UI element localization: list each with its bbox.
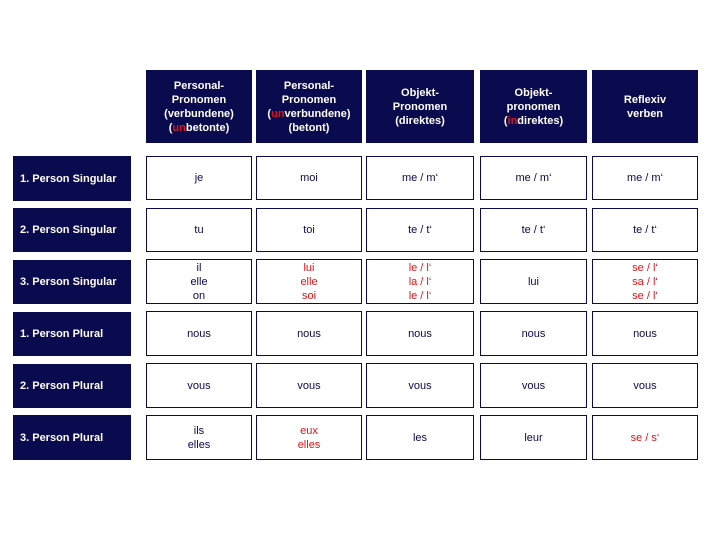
cell-text: nous	[521, 327, 546, 340]
cell-text: se / l‘	[632, 289, 658, 302]
table-cell	[366, 415, 474, 460]
header-text: (verbundene)	[164, 107, 234, 120]
cell-text: nous	[297, 327, 321, 340]
header-line	[507, 100, 561, 114]
header-line	[172, 93, 226, 107]
table-cell	[146, 363, 252, 408]
cell-text: nous	[633, 327, 657, 340]
column-header-4	[480, 70, 587, 143]
cell-text: elles	[297, 438, 321, 451]
cell-text: elle	[190, 275, 208, 288]
table-cell	[146, 156, 252, 200]
table-cell	[592, 311, 698, 356]
header-highlight: in	[507, 114, 518, 127]
column-header-2	[256, 70, 362, 143]
header-text: Personal-	[283, 79, 335, 92]
cell-text: lui	[303, 261, 315, 274]
cell-text: nous	[408, 327, 432, 340]
column-header-3	[366, 70, 474, 143]
table-cell	[146, 311, 252, 356]
table-cell	[592, 156, 698, 200]
table-cell	[480, 311, 587, 356]
cell-text: je	[194, 172, 204, 184]
header-line	[395, 114, 445, 128]
table-cell	[256, 259, 362, 304]
cell-text: vous	[521, 379, 546, 392]
row-label	[13, 415, 131, 460]
row-label-text: 2. Person Plural	[20, 380, 104, 392]
row-label-text: 2. Person Singular	[20, 224, 117, 236]
header-line	[401, 86, 439, 100]
cell-text: tu	[194, 224, 204, 236]
cell-text: nous	[187, 327, 211, 340]
header-line	[515, 86, 553, 100]
row-label	[13, 156, 131, 201]
header-text: Pronomen	[171, 93, 227, 106]
cell-text: se / s‘	[630, 431, 660, 444]
header-line	[624, 93, 666, 107]
header-text: (	[168, 121, 173, 134]
table-cell	[256, 208, 362, 252]
header-text: Personal-	[173, 79, 225, 92]
cell-text: toi	[303, 224, 315, 236]
row-label	[13, 312, 131, 356]
table-cell	[480, 415, 587, 460]
table-cell	[592, 415, 698, 460]
header-line	[504, 114, 563, 128]
header-highlight: un	[172, 121, 186, 134]
cell-text: ils	[193, 424, 205, 437]
table-cell	[256, 156, 362, 200]
cell-text: me / m‘	[401, 172, 439, 184]
cell-text: eux	[300, 424, 318, 437]
cell-text: sa / l‘	[632, 275, 658, 288]
cell-text: elle	[300, 275, 318, 288]
table-cell	[480, 259, 587, 304]
row-label-text: 3. Person Plural	[20, 431, 104, 444]
header-text: (direktes)	[395, 114, 445, 127]
cell-text: te / t‘	[633, 224, 657, 236]
row-label-text: 1. Person Plural	[20, 328, 104, 340]
table-cell	[366, 311, 474, 356]
row-label	[13, 260, 131, 304]
header-text: verbundene)	[284, 107, 351, 120]
column-header-5	[592, 70, 698, 143]
table-cell	[366, 156, 474, 200]
cell-text: me / m‘	[515, 172, 552, 184]
table-cell	[480, 156, 587, 200]
header-text: Pronomen	[392, 100, 448, 113]
cell-text: les	[412, 431, 428, 444]
header-text: betonte)	[185, 121, 230, 134]
table-cell	[146, 415, 252, 460]
table-cell	[480, 208, 587, 252]
header-line	[169, 121, 230, 135]
header-line	[393, 100, 447, 114]
header-line	[284, 79, 334, 93]
row-label-text: 1. Person Singular	[20, 172, 117, 185]
cell-text: te / t‘	[521, 224, 546, 236]
cell-text: il	[196, 261, 202, 274]
cell-text: on	[192, 289, 206, 302]
cell-text: lui	[527, 275, 539, 288]
cell-text: vous	[297, 379, 321, 392]
cell-text: se / l‘	[632, 261, 658, 274]
table-cell	[256, 363, 362, 408]
table-cell	[592, 259, 698, 304]
cell-text: la / l‘	[408, 275, 432, 288]
header-text: direktes)	[517, 114, 564, 127]
header-line	[289, 121, 330, 135]
cell-text: te / t‘	[408, 224, 432, 236]
header-text: Pronomen	[281, 93, 337, 106]
cell-text: vous	[633, 379, 657, 392]
cell-text: leur	[524, 431, 543, 444]
header-line	[627, 107, 663, 121]
cell-text: elles	[187, 438, 211, 451]
table-cell	[256, 311, 362, 356]
table-cell	[480, 363, 587, 408]
table-cell	[366, 259, 474, 304]
cell-text: le / l‘	[408, 289, 432, 302]
header-text: Objekt-	[401, 86, 439, 99]
table-cell	[592, 363, 698, 408]
cell-text: me / m‘	[626, 172, 664, 184]
header-highlight: un	[271, 107, 285, 120]
cell-text: le / l‘	[408, 261, 432, 274]
cell-text: soi	[301, 289, 317, 302]
header-text: pronomen	[506, 100, 561, 113]
table-cell	[256, 415, 362, 460]
cell-text: moi	[300, 172, 318, 184]
row-label	[13, 364, 131, 408]
row-label	[13, 208, 131, 252]
header-line	[267, 107, 350, 121]
column-header-1	[146, 70, 252, 143]
table-cell	[366, 363, 474, 408]
header-text: Objekt-	[514, 86, 553, 99]
cell-text: vous	[408, 379, 432, 392]
table-cell	[146, 208, 252, 252]
header-line	[164, 107, 234, 121]
cell-text: vous	[187, 379, 211, 392]
table-cell	[592, 208, 698, 252]
header-text: (	[267, 107, 272, 120]
header-line	[282, 93, 336, 107]
header-line	[174, 79, 224, 93]
table-cell	[146, 259, 252, 304]
header-text: (	[503, 114, 508, 127]
header-text: verben	[626, 107, 664, 120]
table-cell	[366, 208, 474, 252]
header-text: (betont)	[288, 121, 330, 134]
row-label-text: 3. Person Singular	[20, 276, 117, 288]
header-text: Reflexiv	[623, 93, 667, 106]
